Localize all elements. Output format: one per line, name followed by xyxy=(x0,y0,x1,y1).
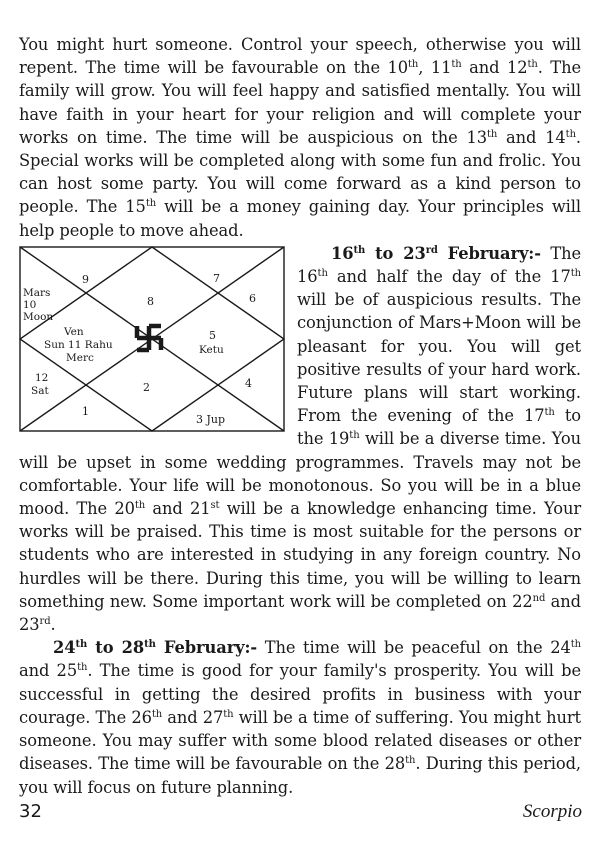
house-12-sign: 12 xyxy=(35,371,49,384)
ordinal-suffix: th xyxy=(451,59,462,71)
text-run: The time will be peaceful on the 24 xyxy=(257,638,571,658)
ordinal-suffix: th xyxy=(134,500,146,512)
ordinal-suffix: th xyxy=(77,662,88,674)
text-run: to 23 xyxy=(365,243,426,263)
page-footer xyxy=(19,801,582,829)
house-2: 2 xyxy=(143,380,150,394)
text-run: . The time is good for your family's prosperity. You will be successful in getting the desired profits in business with your courage. The 26 xyxy=(19,661,581,727)
text-run: will be a money gaining day. Your principles will help people to move ahead. xyxy=(19,197,581,240)
text-run: and half the day of the 17 xyxy=(327,267,571,287)
ordinal-suffix: th xyxy=(527,59,538,71)
text-run: . During this period, you will focus on future planning. xyxy=(19,754,581,797)
text-run: You might hurt someone. Control your speech, otherwise you will repent. The time will be favourable on the 10 xyxy=(19,35,581,78)
text-run: February:- xyxy=(155,638,258,658)
ordinal-suffix: th xyxy=(349,430,360,442)
intro-paragraph xyxy=(19,33,581,242)
horoscope-chart-svg xyxy=(19,246,285,432)
ordinal-suffix: th xyxy=(317,268,328,280)
house-11-planets: Ven xyxy=(64,325,84,338)
text-run: to 28 xyxy=(87,638,145,658)
house-8: 8 xyxy=(147,294,154,308)
text-run: will be a diverse time. You will be upset in some wedding programmes. Travels may not be comfortable. Your life will be monotonous. So you will be in a blue mood. The 20 xyxy=(19,429,581,519)
text-run: . The family will grow. You will feel happy and satisfied mentally. You will have faith in your heart for your religion and will complete your works on time. The time will be auspicious on the 13 xyxy=(19,58,581,147)
text-run: and 23 xyxy=(19,591,582,635)
text-run: The 16 xyxy=(297,243,581,287)
text-run: will be a knowledge enhancing time. Your works will be praised. This time is most suitable for the persons or students who are interested in studying in any foreign country. No hurdles will be there. During this time, you will be willing to learn something new. Some important work will be completed on 22 xyxy=(19,499,582,611)
text-run: . xyxy=(50,615,56,635)
text-run: and 25 xyxy=(19,661,78,681)
section-heading xyxy=(53,638,257,657)
house-5-planet: Ketu xyxy=(199,343,224,356)
ordinal-suffix: rd xyxy=(39,616,51,628)
section-24-28-february xyxy=(19,636,581,798)
ordinal-suffix: th xyxy=(405,755,416,767)
ordinal-suffix: th xyxy=(145,198,157,210)
text-run: 24 xyxy=(53,638,76,658)
house-10-planet: Mars xyxy=(23,286,51,299)
house-5: 5 xyxy=(209,328,216,342)
text-run: and 21 xyxy=(145,499,211,519)
house-9: 9 xyxy=(82,272,89,286)
ordinal-suffix: th xyxy=(544,407,555,419)
text-run: 16 xyxy=(331,243,354,263)
ordinal-suffix: rd xyxy=(425,244,438,256)
house-4: 4 xyxy=(245,376,252,390)
text-run: and 14 xyxy=(497,127,566,147)
ordinal-suffix: th xyxy=(353,244,366,256)
house-10-sign: 10 xyxy=(23,298,37,311)
page-content xyxy=(19,33,581,799)
text-run: and 27 xyxy=(162,707,224,727)
text-run: February:- xyxy=(437,243,541,263)
ordinal-suffix: th xyxy=(408,59,419,71)
ordinal-suffix: th xyxy=(565,128,576,140)
ordinal-suffix: nd xyxy=(532,592,546,604)
house-3: 3 Jup xyxy=(196,412,226,426)
house-12-planet: Sat xyxy=(31,384,49,397)
ordinal-suffix: th xyxy=(75,639,88,651)
book-title: Scorpio xyxy=(522,801,582,822)
text-run: will be of auspicious results. The conjunction of Mars+Moon will be pleasant for you. You will get positive results of your hard work. Future plans will start working. From the evening of the 17 xyxy=(297,290,581,426)
ordinal-suffix: th xyxy=(223,708,234,720)
ordinal-suffix: th xyxy=(486,128,498,140)
section-heading xyxy=(331,244,541,263)
text-run: and 12 xyxy=(461,58,528,78)
house-10-planet: Moon xyxy=(23,310,54,323)
ordinal-suffix: th xyxy=(151,708,163,720)
house-1: 1 xyxy=(82,404,89,418)
ordinal-suffix: th xyxy=(570,268,581,280)
text-run: to the 19 xyxy=(297,406,581,449)
house-7: 7 xyxy=(213,271,220,285)
ordinal-suffix: th xyxy=(144,639,156,651)
ordinal-suffix: th xyxy=(570,639,581,651)
house-6: 6 xyxy=(249,291,256,305)
text-run: will be a time of suffering. You might hurt someone. You may suffer with some blood related diseases or other diseases. The time will be favourable on the 28 xyxy=(19,707,581,774)
house-11-planets: Merc xyxy=(66,351,94,364)
ordinal-suffix: st xyxy=(210,500,220,512)
text-run: , 11 xyxy=(418,58,452,78)
horoscope-chart xyxy=(19,246,285,432)
text-run: . Special works will be completed along with some fun and frolic. You can host some party. You will come forward as a kind person to people. The 15 xyxy=(19,127,581,217)
page-number: 32 xyxy=(19,801,42,822)
house-11-sign: Sun 11 Rahu xyxy=(44,338,113,351)
